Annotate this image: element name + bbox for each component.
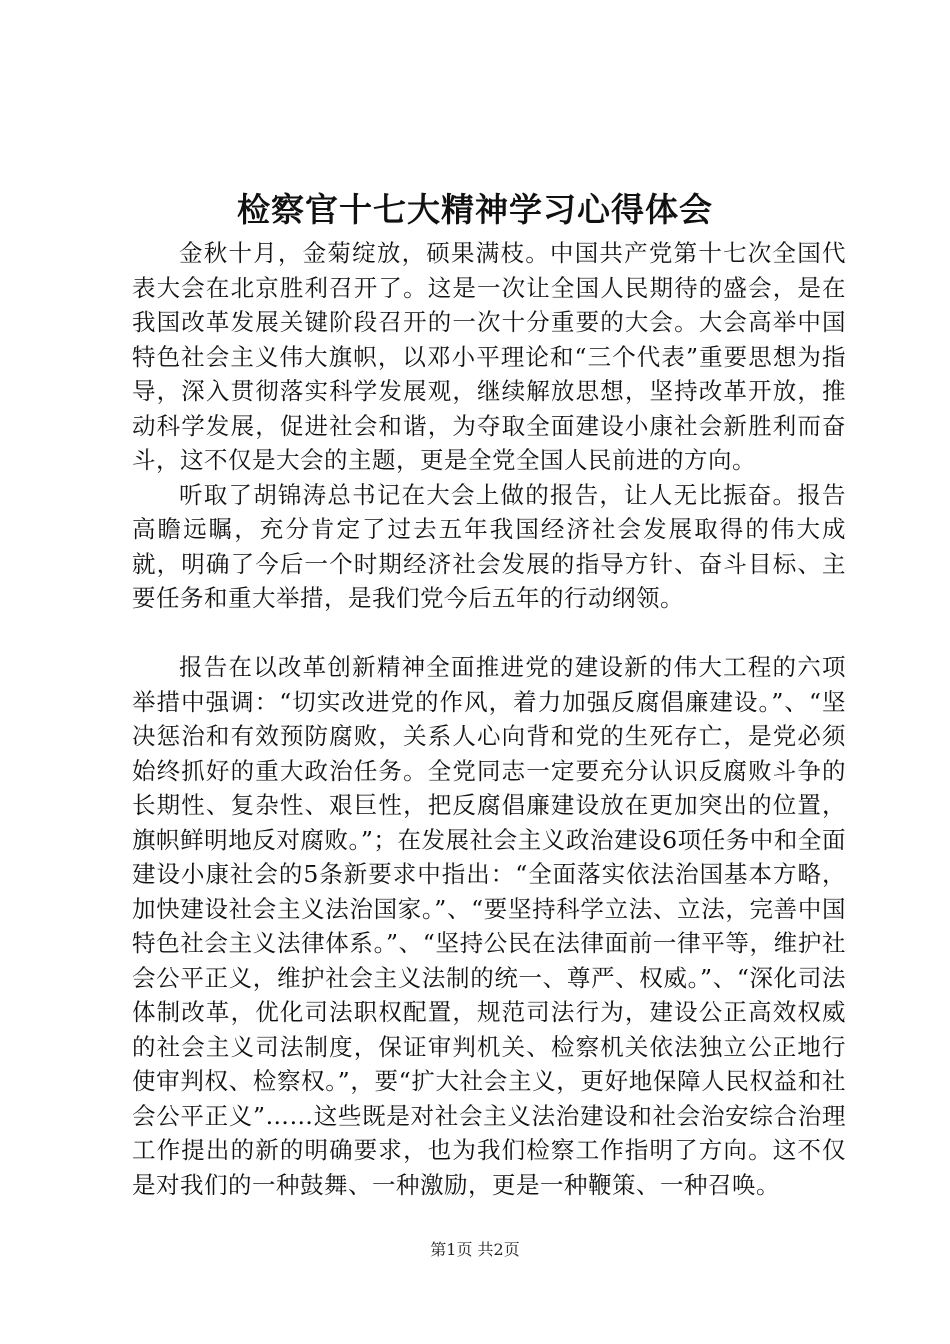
paragraph-spacer [132, 616, 846, 651]
document-body [132, 236, 846, 1202]
paragraph-2: 听取了胡锦涛总书记在大会上做的报告，让人无比振奋。报告高瞻远瞩，充分肯定了过去五年我国经济社会发展取得的伟大成就，明确了今后一个时期经济社会发展的指导方针、奋斗目标、主要任务和重大举措，是我们党今后五年的行动纲领。 [132, 480, 846, 612]
page-footer: 第1页 共2页 [430, 1240, 520, 1259]
document-title: 检察官十七大精神学习心得体会 [237, 190, 713, 229]
paragraph-3: 报告在以改革创新精神全面推进党的建设新的伟大工程的六项举措中强调：“切实改进党的作风，着力加强反腐倡廉建设。”、“坚决惩治和有效预防腐败，关系人心向背和党的生死存亡，是党必须始终抓好的重大政治任务。全党同志一定要充分认识反腐败斗争的长期性、复杂性、艰巨性，把反腐倡廉建设放在更加突出的位置，旗帜鲜明地反对腐败。”；在发展社会主义政治建设6项任务中和全面建设小康社会的5条新要求中指出：“全面落实依法治国基本方略，加快建设社会主义法治国家。”、“要坚持科学立法、立法，完善中国特色社会主义法律体系。”、“坚持公民在法律面前一律平等，维护社会公平正义，维护社会主义法制的统一、尊严、权威。”、“深化司法体制改革，优化司法职权配置，规范司法行为，建设公正高效权威的社会主义司法制度，保证审判机关、检察机关依法独立公正地行使审判权、检察权。”，要“扩大社会主义，更好地保障人民权益和社会公平正义”……这些既是对社会主义法治建设和社会治安综合治理工作提出的新的明确要求，也为我们检察工作指明了方向。这不仅是对我们的一种鼓舞、一种激励，更是一种鞭策、一种召唤。 [132, 653, 846, 1199]
paragraph-1: 金秋十月，金菊绽放，硕果满枝。中国共产党第十七次全国代表大会在北京胜利召开了。这是一次让全国人民期待的盛会，是在我国改革发展关键阶段召开的一次十分重要的大会。大会高举中国特色社会主义伟大旗帜，以邓小平理论和“三个代表”重要思想为指导，深入贯彻落实科学发展观，继续解放思想，坚持改革开放，推动科学发展，促进社会和谐，为夺取全面建设小康社会新胜利而奋斗，这不仅是大会的主题，更是全党全国人民前进的方向。 [132, 239, 846, 474]
